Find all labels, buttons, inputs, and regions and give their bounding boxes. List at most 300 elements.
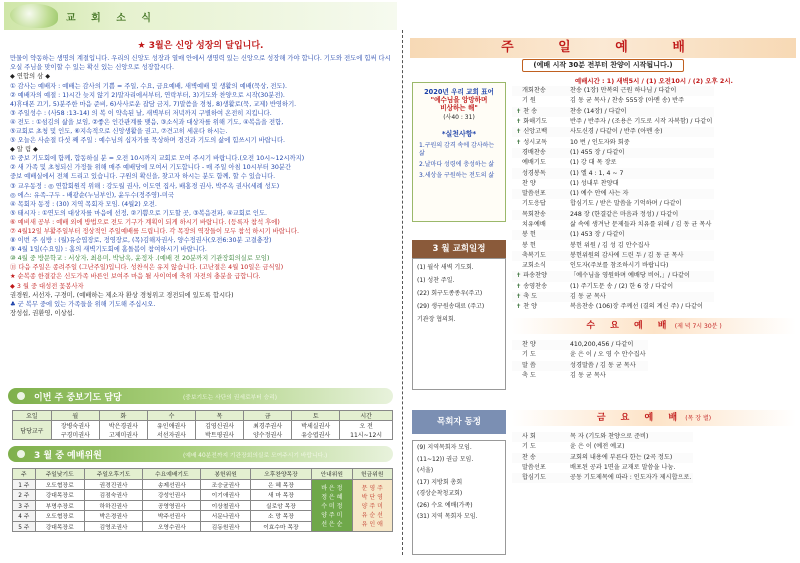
order-item-label <box>512 210 568 220</box>
order-item-detail: 248 장 (한결같은 마음과 정성) / 다같이 <box>568 210 714 220</box>
calendar-item: (22) 회구도종종우(주고) <box>417 290 483 297</box>
spacer <box>516 221 520 228</box>
worker-header-cell: 오후찬양목장 <box>250 469 311 480</box>
worker-table-header <box>13 469 393 480</box>
order-item-name: 봉 헌 <box>521 241 536 249</box>
order-row <box>512 261 714 271</box>
order-row <box>512 158 714 168</box>
order-item-label <box>512 168 568 178</box>
worker-cell: 강대목장로 <box>35 521 84 532</box>
order-item-detail: 삶 속에 생겨난 문제들과 치유를 위해 / 김 동 균 목사 <box>570 221 712 228</box>
notice-line <box>10 227 391 236</box>
worker-cell: 실로암 목장 <box>250 500 311 511</box>
prayer-cell: 박세실권사 유승엽권사 <box>292 421 340 440</box>
worker-cell: 박주선권사 <box>143 511 201 522</box>
notice-list <box>4 72 397 318</box>
order-item-label <box>512 282 568 292</box>
notice-text: 4월 중 방문학교 : 서상자, 최용미, 박남옥, 윤정자 .(예배 전 20분까지 기관장회의실로 모임) <box>17 255 270 263</box>
order-item-label <box>512 96 568 106</box>
spacer <box>516 159 520 166</box>
notice-line <box>10 154 391 163</box>
worker-header-cell: 주일낮기도 <box>35 469 84 480</box>
spacer <box>516 341 520 348</box>
calendar-item: (1) 월삭 새벽 기도회. <box>417 264 474 271</box>
order-item-detail: 교회의 내용에 부른다 한는 (2곡 정도) <box>568 453 693 463</box>
order-row <box>512 251 714 261</box>
order-item-name: 목회찬송 <box>521 210 546 218</box>
worker-header-cell: 주일오후기도 <box>84 469 142 480</box>
notice-text: 오늘은 사순절 다섯 째 주일 : 예수님의 십자가를 묵상하며 경건과 기도의 삶에 힘쓰시기 바랍니다. <box>17 137 286 145</box>
order-row <box>512 117 714 127</box>
notice-line <box>10 236 391 245</box>
notices-section <box>4 38 397 318</box>
order-item-detail: 복음찬송 (106)장 주께선 (결의 계신 주) / 다같이 <box>570 303 703 311</box>
order-item-detail: 김 동 균 목사 <box>568 292 714 302</box>
order-item-detail: 윤 은 이 (예전 예교) <box>570 443 625 451</box>
order-row <box>512 127 714 137</box>
order-item-name: 화해기도 <box>523 118 548 126</box>
service-time: 예배시간 : 1) 새벽5시 / (1) 오전10시 / (2) 오후 2시. <box>575 77 733 85</box>
worker-cell: 부명추장로 <box>35 500 84 511</box>
spacer <box>516 211 520 218</box>
prayer-cell: 박은경권사 고제미권사 <box>99 421 147 440</box>
order-item-name: 축복기도 <box>521 251 546 259</box>
order-item-detail: 김 동 균 목사 <box>570 372 606 380</box>
practice-list <box>413 142 505 180</box>
notices-intro: 만물이 약동하는 생명의 계절입니다. 우리의 신앙도 성장과 열매 안에서 생명력 있는 신앙으로 성장해 가야 합니다. 기도와 전도에 힘써 다시 오실 주님을 맞이할 수 있는 확신 있는 신앙으로 성장합시다. <box>10 55 391 72</box>
order-item-name: 찬 양 <box>523 303 538 311</box>
cross-icon: ✝ <box>516 303 522 311</box>
notice-text: 순복종 한결같은 신도가족 바른인 보여주 마음 될 사이여에 축위 자전의 충분을 급합니다. <box>17 273 261 281</box>
spacer <box>516 443 520 450</box>
order-row <box>512 137 714 147</box>
worker-cell: 강대목장로 <box>35 490 84 501</box>
order-item-label <box>512 127 568 137</box>
worker-cell: 서문나권사 <box>201 511 250 522</box>
order-row <box>512 302 714 312</box>
order-item-label <box>512 148 568 158</box>
prayer-header-cell: 목 <box>196 411 244 421</box>
cross-icon: ✝ <box>516 128 522 136</box>
calendar-title: 3 월 교회일정 <box>412 240 506 258</box>
order-item-label <box>512 271 568 281</box>
header-banner <box>4 2 397 30</box>
notice-number: ② <box>10 91 18 99</box>
prayer-table <box>12 410 393 440</box>
wednesday-order <box>512 340 796 381</box>
notice-line <box>10 163 391 172</box>
notice-text: ⑤교회로 초청 및 인도, ⑥지속적으로 신앙생활을 권고, ⑦견고히 세운다 하시는. <box>10 127 228 135</box>
spacer <box>516 242 520 249</box>
order-item-label <box>512 158 568 168</box>
friday-service-title: 금 요 예 배 <box>596 413 684 423</box>
order-item-detail: (1) 성내부 찬양대 <box>570 179 619 187</box>
order-item-label <box>512 340 568 350</box>
friday-order-table <box>512 432 693 483</box>
sunday-service-header <box>410 38 796 58</box>
worker-cell: 오영수권사 <box>143 521 201 532</box>
worker-cell: 강성인권사 <box>143 490 201 501</box>
order-row <box>512 432 693 442</box>
spacer <box>516 180 520 187</box>
spacer <box>516 362 520 369</box>
order-item-name: 찬 송 <box>523 107 538 115</box>
practice-item: 3.세상을 구원하는 전도의 삶 <box>419 172 495 179</box>
prayer-header-cell: 월 <box>51 411 99 421</box>
wednesday-service-title: 수 요 예 배 <box>586 321 673 331</box>
order-item-detail: (1) 엘 4 : 1, 4 ~ 7 <box>568 168 714 178</box>
order-item-detail: 10 번 / 인도자와 회중 <box>570 138 630 146</box>
notice-number: ♣ <box>10 300 18 308</box>
prayer-section-title: 이번 주 중보기도 담당 <box>34 393 122 403</box>
notice-text: 교우동정 : ◎ 연합회원직 위해 : 강도월 권사, 이도연 집사, 배홍경 권사, 박주옥 권사(세례 성도) <box>17 182 280 190</box>
order-item-detail: 봉헌위원의 감사에 드린 두 / 김 동 균 목사 <box>568 251 714 261</box>
prayer-section-subtitle: (중보기도는 사단의 권세로부터 승리) <box>183 395 278 401</box>
notice-number: ⑪ <box>10 264 19 272</box>
cross-icon: ✝ <box>516 293 522 301</box>
order-item-name: 교회소식 <box>521 262 546 270</box>
order-item-detail: 반주 / 반주자 / (조용은 기도로 시작 자복함) / 다같이 <box>570 118 713 126</box>
order-item-name: 경배찬송 <box>521 148 546 156</box>
order-item-detail: 찬송 (1장) 만복의 근원 하나님 / 다같이 <box>568 86 714 96</box>
notice-text: 중보 예배실에서 전체 드리고 있습니다. 구원의 확신을, 찾고자 하시는 분도 함께, 할 수 있습니다. <box>10 173 276 181</box>
order-item-name: 사 회 <box>521 433 536 441</box>
cross-icon: ✝ <box>516 107 522 115</box>
order-item-label <box>512 220 568 230</box>
bullet-icon <box>17 450 25 458</box>
spacer <box>516 262 520 269</box>
order-row <box>512 96 714 106</box>
worker-cell: 공영영권사 <box>143 500 201 511</box>
spacer <box>516 149 520 156</box>
prayer-table-header <box>13 411 393 421</box>
prayer-cell: 유인애권사 서선자권사 <box>147 421 195 440</box>
order-item-label <box>512 473 568 483</box>
order-item-detail: 목 자 (기도와 찬양으로 준비) <box>568 432 693 442</box>
motto-quote: "예수님을 앙망하며 비상하는 해" <box>430 96 488 112</box>
pastor-news-title: 목회자 동정 <box>412 410 506 434</box>
notice-text: 목회자 동정 : (30) 지역 목회자 모임. (4월2) 오전. <box>17 200 157 208</box>
prayer-cell: 최경주권사 양수정권사 <box>244 421 292 440</box>
notice-line <box>10 127 391 136</box>
worker-cell: 김점숙권사 <box>84 490 142 501</box>
cross-icon: ✝ <box>516 118 522 126</box>
order-item-label <box>512 107 568 117</box>
order-item-label <box>512 361 568 371</box>
notice-text: ◎ 에스: 유족-구두 - 배광순(누님부인), 윤두수(정주영)-미국 <box>10 191 175 199</box>
notice-number: ⑧ <box>10 237 18 245</box>
notice-line <box>10 72 391 81</box>
prayer-cell: 담당교구 <box>13 421 52 440</box>
prayer-cell: 장병숙권사 구경미권사 <box>51 421 99 440</box>
worker-cell: 1 주 <box>13 479 36 490</box>
notice-number: ⑤ <box>10 209 18 217</box>
order-row <box>512 107 714 117</box>
order-item-detail: 윤 은 이 / 오 영 수 안수집사 <box>570 351 646 359</box>
prayer-section-bar <box>8 388 393 404</box>
worker-cell: 4 주 <box>13 511 36 522</box>
order-item-detail: 「예수님을 영원하며 예배당 비어,」/ 다같이 <box>568 271 714 281</box>
notice-number: ③ <box>10 182 18 190</box>
notice-number: ⑤ <box>10 137 18 145</box>
page-divider <box>402 30 403 555</box>
calendar-item: (29) 생구원송대료 (주고) <box>417 303 485 310</box>
header-title: 교 회 소 식 <box>66 13 158 24</box>
worker-cell: 소 망 목장 <box>250 511 311 522</box>
order-row <box>512 282 714 292</box>
order-item-label <box>512 463 568 473</box>
notice-text: 새 가족 및 초청되신 가정들 위해 매주 예배당에 모여서 기도합니다 - 매 주일 아침 10시부터 30분간 <box>17 164 292 172</box>
notice-number: ◆ <box>10 146 17 154</box>
order-item-label <box>512 350 568 360</box>
worker-header-cell: 봉헌위원 <box>201 469 250 480</box>
cross-icon: ✝ <box>516 272 522 280</box>
order-item-label <box>512 86 568 96</box>
order-item-detail: 봉헌 위원 / 김 성 김 안수집사 <box>570 241 650 249</box>
worker-cell: 이상철권사 <box>201 500 250 511</box>
spacer <box>516 190 520 197</box>
order-item-label <box>512 302 568 312</box>
notice-line <box>10 182 391 191</box>
motto-year: 2020년 우리 교회 표어 <box>424 88 494 96</box>
notice-text: 4)휴대폰 끄기, 5)분주한 마음 준비, 6)사사로운 잡담 금지, 7)말씀을 경청, 8)생활로(묵, 교제) 반영하기. <box>10 100 297 108</box>
order-item-name: 송영찬송 <box>523 282 548 290</box>
notice-number: ⑨ <box>10 246 18 254</box>
order-item-label <box>512 371 568 381</box>
order-item-detail: 인도자(주보를 참조하시기 바랍니다) <box>570 262 669 270</box>
notice-text: 다음 주일은 종려주일 (그난주일)입니다. 성찬식은 유지 않습니다. (고난절은 4월 10일은 금식일) <box>18 264 284 272</box>
calendar-item: 기관장 협의회. <box>417 316 456 323</box>
order-item-detail: (1) 강 대 목 장로 <box>570 159 617 167</box>
prayer-cell: 오 전 11시~12시 <box>340 421 393 440</box>
order-item-name: 기 도 <box>521 351 536 359</box>
order-item-name: 축 도 <box>523 293 538 301</box>
notice-line <box>10 100 391 109</box>
worker-cell: 2 주 <box>13 490 36 501</box>
worker-cell: 새 마 목장 <box>250 490 311 501</box>
order-item-label <box>512 442 568 452</box>
pastor-news-item: (11~12)) 권급 모임. <box>417 455 474 463</box>
order-row <box>512 473 693 483</box>
notice-line <box>10 218 391 227</box>
pastor-news-item: (9) 지역목회자 모임. <box>417 444 472 451</box>
order-item-name: 치유예배 <box>521 221 546 228</box>
prayer-header-cell: 수 <box>147 411 195 421</box>
leaf-decoration-icon <box>10 4 58 28</box>
order-item-label <box>512 137 568 147</box>
notice-text: 4월12일 부활주일부터 정상적인 주일예배를 드립니다. 각 목장의 역장들이 모두 참석 하시기 바랍니다. <box>17 228 300 235</box>
notice-text: 4월 1일(수요일) : 홈의 새벽기도회에 홈돌봄이 참여하시기 바랍니다. <box>17 246 207 254</box>
star-icon: ★ <box>137 41 149 51</box>
order-row <box>512 463 693 473</box>
worker-cell: 송제선권사 <box>143 479 201 490</box>
worker-cell: 은 혜 목장 <box>250 479 311 490</box>
worker-cell: 오도협장로 <box>35 511 84 522</box>
order-row <box>512 168 714 178</box>
notice-line <box>10 118 391 127</box>
order-row <box>512 230 714 240</box>
order-item-name: 기도응답 <box>521 200 546 208</box>
notice-line <box>10 309 391 318</box>
sunday-service-title: 주 일 예 배 <box>501 40 705 55</box>
order-item-name: 기 원 <box>521 97 536 105</box>
order-item-detail: 찬송 (14장) / 다같이 <box>568 107 714 117</box>
pastor-news-item: (서울) <box>417 467 434 474</box>
practice-title: *실천사항* <box>441 130 477 138</box>
motto-reference: (사40 : 31) <box>443 114 475 121</box>
notice-text: 이번 주 심방 : (월)유승엽장로, 정영장로, (목)김해자권사, 양수정권사(오전6:30분 고결충장) <box>17 237 272 245</box>
notice-text: 예비새 공부 : 예배 외에 방법으로 전도 기구가 계획이 되게 하시기 바랍니다. (등록자 참석 후에) <box>17 218 280 226</box>
order-item-detail: (1) 455 장 / 다같이 <box>568 148 714 158</box>
order-item-name: 찬 양 <box>521 341 536 349</box>
spacer <box>516 97 520 104</box>
spacer <box>516 231 520 238</box>
notice-line <box>10 254 391 263</box>
order-item-detail: 합심기도 / 받은 말씀을 기억하며 / 다같이 <box>570 200 682 208</box>
order-item-label <box>512 240 568 250</box>
order-item-detail: 사도신경 / 다같이 / 반주 (아멘 송) <box>568 127 714 137</box>
notice-line <box>10 172 391 181</box>
order-item-label <box>512 199 568 209</box>
notice-line <box>10 145 391 154</box>
practice-item: 1.구원의 감격 속에 감사하는 삶 <box>419 142 495 157</box>
friday-order <box>512 432 796 483</box>
notice-number: ① <box>10 82 18 90</box>
order-item-name: 말 씀 <box>521 361 536 369</box>
worker-cell: 권경진권사 <box>84 479 142 490</box>
notice-line <box>10 291 391 300</box>
notice-number: ④ <box>10 118 18 126</box>
order-item-name: 찬 양 <box>521 179 536 187</box>
worker-cell: 하하진권사 <box>84 500 142 511</box>
order-row <box>512 350 648 360</box>
worker-header-cell: 주 <box>13 469 36 480</box>
worker-table <box>12 468 393 532</box>
pastor-news-item: (26) 수요 예배(가족) <box>417 501 473 509</box>
friday-service-header <box>512 410 796 426</box>
notice-number: ④ <box>10 200 18 208</box>
prayer-header-cell: 시간 <box>340 411 393 421</box>
notice-line <box>10 109 391 118</box>
order-item-label <box>512 432 568 442</box>
notice-number: ② <box>10 164 18 172</box>
pastor-news-list <box>412 440 506 555</box>
order-item-label <box>512 292 568 302</box>
order-item-name: 성시교독 <box>523 138 548 146</box>
order-item-detail: (1) 453 장 / 다같이 <box>568 230 714 240</box>
notice-line <box>10 136 391 145</box>
notice-line <box>10 209 391 218</box>
notices-title: ★ 3월은 신앙 성장의 달입니다. <box>137 41 264 51</box>
notice-text: 권경원, 서선자, 구경미, (예배하는 제소자 환상 경청위고 경전되에 있도록 합시다) <box>10 291 234 299</box>
spacer <box>516 454 520 461</box>
order-row <box>512 271 714 281</box>
notice-line <box>10 91 391 100</box>
order-row <box>512 220 714 230</box>
worker-cell: 3 주 <box>13 500 36 511</box>
worker-section-subtitle: (예배 40분전까지 기관장회의실로 모여주시기 바랍니다.) <box>183 453 328 459</box>
order-item-label <box>512 251 568 261</box>
order-item-detail: 성경말씀 / 김 동 균 목사 <box>568 361 648 371</box>
order-item-label <box>512 453 568 463</box>
calendar-list <box>412 258 506 390</box>
order-row <box>512 240 714 250</box>
order-row <box>512 340 648 350</box>
order-item-detail: 김 동 균 목사 / 찬송 555장 (아멘 송) 반주 <box>570 97 685 105</box>
order-item-name: 말씀선포 <box>521 190 546 198</box>
church-motto-box <box>412 82 506 222</box>
worker-cell: 5 주 <box>13 521 36 532</box>
order-row <box>512 179 714 189</box>
prayer-header-cell: 토 <box>292 411 340 421</box>
spacer <box>516 87 520 94</box>
prayer-header-cell: 화 <box>99 411 147 421</box>
left-page <box>4 0 397 563</box>
worker-cell: 조승균권사 <box>201 479 250 490</box>
worker-section-title: 3 월 중 예배위원 <box>34 451 102 461</box>
worker-cell: 박은경권사 <box>84 511 142 522</box>
sunday-order <box>512 76 796 313</box>
order-row <box>512 86 714 96</box>
notice-text: 중보 기도회에 함께, 합동하실 분 = 오전 10시까지 교회로 모여 주시기 바랍니다.(오전 10시~12시까지) <box>17 155 305 163</box>
offering-members-cell: 문 영 주 박 단 영 양 주 미 유 순 선 유 인 애 <box>352 479 392 532</box>
order-item-label <box>512 179 568 189</box>
notice-text: 군 복무 중에 있는 가족들을 위해 기도해 주십시오. <box>17 300 156 308</box>
practice-item: 2.날마다 성령에 충성하는 삶 <box>419 161 495 168</box>
order-item-label <box>512 230 568 240</box>
spacer <box>516 433 520 440</box>
order-item-name: 축 도 <box>521 372 536 380</box>
sunday-service-subtitle: (예배 시작 30분 전부터 찬양이 시작됩니다.) <box>522 59 683 72</box>
spacer <box>516 252 520 259</box>
notice-text: 감사는 예배자 : 예배는 감사의 기쁨 = 주일, 수요, 금요예배, 새벽예배 및 생활의 예배(묵상, 전도). <box>17 82 287 90</box>
order-row <box>512 453 693 463</box>
order-item-name: 찬 송 <box>521 453 536 461</box>
cross-icon: ✝ <box>516 138 522 146</box>
order-item-name: 파송찬양 <box>523 272 548 280</box>
order-item-name: 성경봉독 <box>521 169 546 177</box>
notice-text: 전도 : ①섬김의 삶을 보임, ②좋은 인간관계를 맺음, ③소식과 대상자를 위해 기도, ④복음을 전함, <box>17 118 284 126</box>
order-row <box>512 371 648 381</box>
wednesday-service-header <box>512 318 796 334</box>
order-item-name: 개회찬송 <box>521 87 546 95</box>
order-row <box>512 199 714 209</box>
sunday-service-subtitle-box <box>410 59 796 72</box>
order-item-detail: 배포된 공과 1면을 교재로 말씀을 나눔. <box>570 464 676 472</box>
order-row <box>512 442 693 452</box>
pastor-news-item: (경상순착청교회) <box>417 490 463 497</box>
order-item-label <box>512 117 568 127</box>
order-item-name: 기 도 <box>521 443 536 451</box>
order-item-detail: (1) 주기도문 송 / (2) 한 6 장 / 다같이 <box>570 282 674 290</box>
worker-header-cell: 수요예배기도 <box>143 469 201 480</box>
spacer <box>516 464 520 471</box>
prayer-cell: 김영신권사 박트평권사 <box>196 421 244 440</box>
order-item-detail: 410,200,456 / 다같이 <box>568 340 648 350</box>
sunday-order-table <box>512 86 714 313</box>
notice-text: 연합의 삼 ◆ <box>16 73 51 81</box>
pastor-news-item: (17) 지방회 총회 <box>417 478 463 486</box>
notice-line <box>10 282 391 291</box>
order-item-label <box>512 261 568 271</box>
order-item-name: 예배기도 <box>521 159 546 167</box>
order-item-detail: (1) 예수 안에 사는 자 <box>568 189 714 199</box>
prayer-header-cell: 요일 <box>13 411 52 421</box>
notice-line <box>10 272 391 281</box>
order-item-name: 말씀선포 <box>521 464 546 472</box>
spacer <box>516 351 520 358</box>
pastor-news-item: (31) 지역 목회자 모임. <box>417 513 478 520</box>
